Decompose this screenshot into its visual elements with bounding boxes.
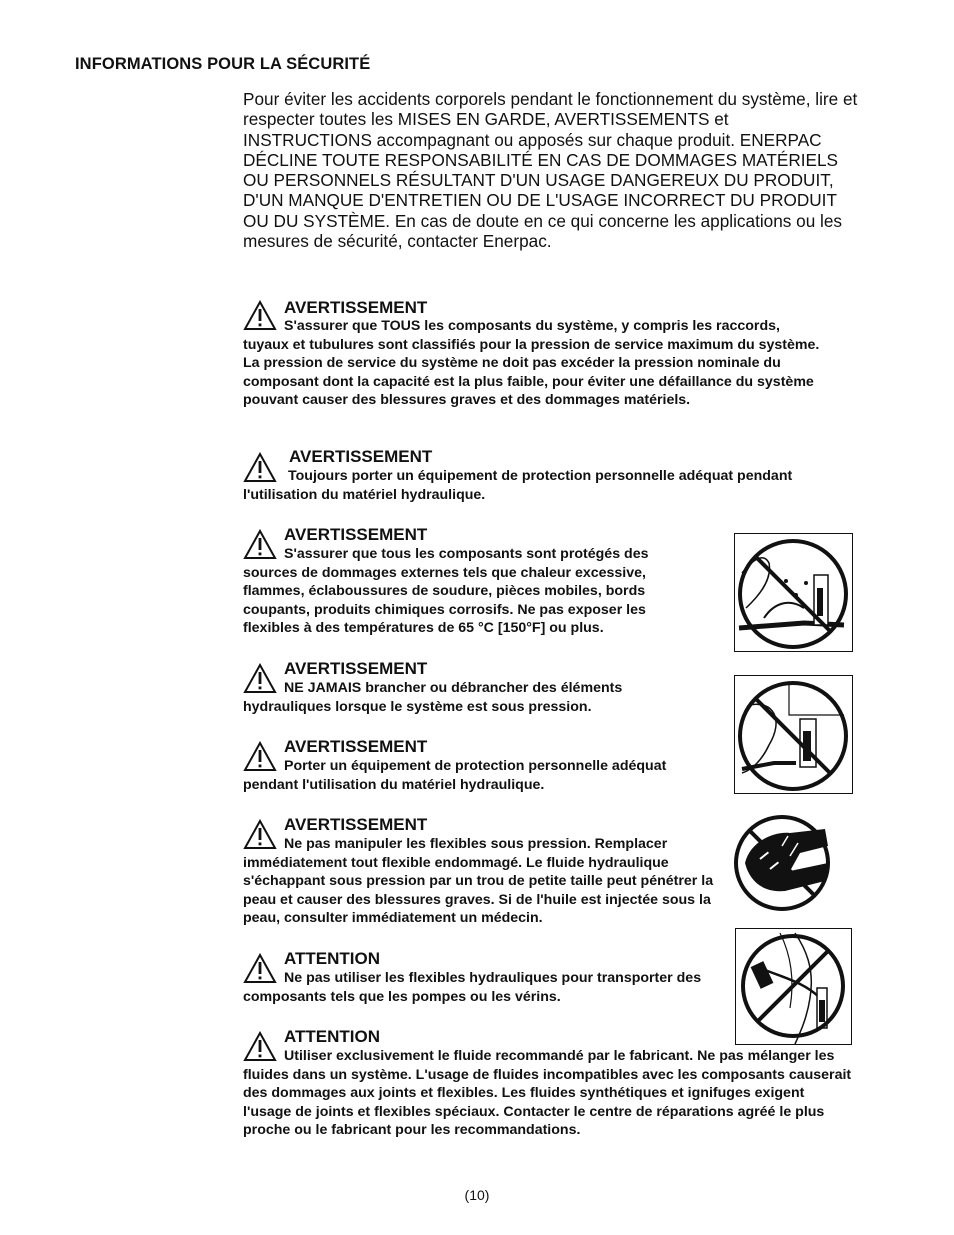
warning-block: [243, 298, 823, 410]
caution-text: Utiliser exclusivement le fluide recommandé par le fabricant. Ne pas mélanger les fluides dans un système. L'usage de fluides incompatibles avec les composants causerait des dommages aux joints et flexibles. Les fluides synthétiques et ignifuges exigent l'usage de joints et flexibles spéciaux. Contacter le centre de réparations agréé le plus proche ou le fabricant pour les recommandations.: [243, 1048, 852, 1138]
caution-title: ATTENTION: [284, 949, 381, 968]
warning-triangle-icon: [243, 1031, 277, 1062]
warning-title: AVERTISSEMENT: [284, 659, 428, 678]
no-heat-sources-illustration: [734, 533, 853, 652]
warning-text: Toujours porter un équipement de protection personnelle adéquat pendant l'utilisation du matériel hydraulique.: [243, 468, 793, 503]
warning-triangle-icon: [243, 663, 277, 694]
caution-title: ATTENTION: [284, 1027, 381, 1046]
warning-title: AVERTISSEMENT: [284, 298, 428, 317]
warning-triangle-icon: [243, 300, 277, 331]
page-number: (10): [464, 1187, 490, 1203]
warning-block: [243, 659, 683, 716]
no-carrying-by-hose-illustration: [735, 928, 852, 1045]
warning-text: S'assurer que TOUS les composants du système, y compris les raccords, tuyaux et tubulures sont classifiés pour la pression de service maximum du système. La pression de service du système ne doit pas excéder la pression nominale du composant dont la capacité est la plus faible, pour éviter une défaillance du système pouvant causer des blessures graves et des dommages matériels.: [243, 318, 820, 408]
warning-triangle-icon: [243, 452, 277, 483]
warning-text: Ne pas manipuler les flexibles sous pression. Remplacer immédiatement tout flexible endommagé. Le fluide hydraulique s'échappant sous pression par un trou de petite taille peut pénétrer la peau et causer des blessures graves. Si de l'huile est injectée sous la peau, consulter immédiatement un médecin.: [243, 836, 714, 926]
warning-title: AVERTISSEMENT: [289, 447, 433, 466]
warning-text: NE JAMAIS brancher ou débrancher des éléments hydrauliques lorsque le système est sous pression.: [243, 680, 623, 715]
warning-block: [243, 447, 843, 504]
warning-triangle-icon: [243, 953, 277, 984]
warning-title: AVERTISSEMENT: [284, 815, 428, 834]
warning-block: [243, 737, 713, 794]
caution-block: [243, 949, 713, 1006]
warning-triangle-icon: [243, 529, 277, 560]
warning-block: [243, 815, 718, 928]
warning-title: AVERTISSEMENT: [284, 525, 428, 544]
no-disconnect-under-pressure-illustration: [734, 675, 853, 794]
warning-text: S'assurer que tous les composants sont protégés des sources de dommages externes tels que chaleur excessive, flammes, éclaboussures de soudure, pièces mobiles, bords coupants, produits chimiques corrosifs. Ne pas exposer les flexibles à des températures de 65 °C [150°F] ou plus.: [243, 546, 649, 636]
intro-paragraph: Pour éviter les accidents corporels pendant le fonctionnement du système, lire et respecter toutes les MISES EN GARDE, AVERTISSEMENTS et INSTRUCTIONS accompagnant ou apposés sur chaque produit. ENERPAC DÉCLINE TOUTE RESPONSABILITÉ EN CAS DE DOMMAGES MATÉRIELS OU PERSONNELS RÉSULTANT D'UN USAGE DANGEREUX DU PRODUIT, D'UN MANQUE D'ENTRETIEN OU DE L'USAGE INCORRECT DU PRODUIT OU DU SYSTÈME. En cas de doute en ce qui concerne les applications ou les mesures de sécurité, contacter Enerpac.: [243, 89, 858, 252]
no-handling-pressurized-hose-illustration: [730, 811, 834, 915]
warning-title: AVERTISSEMENT: [284, 737, 428, 756]
caution-text: Ne pas utiliser les flexibles hydrauliques pour transporter des composants tels que les pompes ou les vérins.: [243, 970, 702, 1005]
warning-block: [243, 525, 693, 638]
warning-triangle-icon: [243, 741, 277, 772]
section-heading: INFORMATIONS POUR LA SÉCURITÉ: [75, 55, 371, 73]
warning-triangle-icon: [243, 819, 277, 850]
warning-text: Porter un équipement de protection personnelle adéquat pendant l'utilisation du matériel hydraulique.: [243, 758, 667, 793]
